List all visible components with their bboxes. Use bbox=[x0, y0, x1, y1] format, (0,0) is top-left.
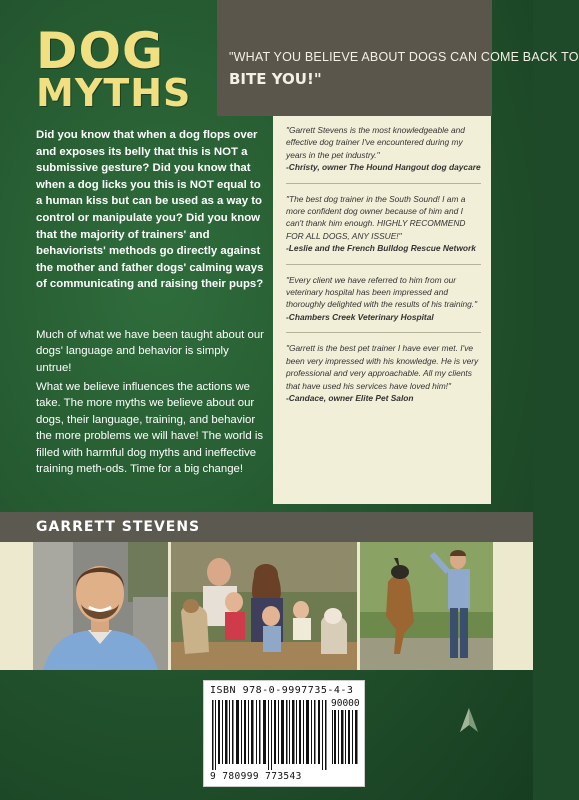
testimonial-attribution: -Leslie and the French Bulldog Rescue Network bbox=[286, 243, 476, 254]
testimonial-quote: "Every client we have referred to him from our veterinary hospital has been impressed and thoroughly delighted with the results of his training." bbox=[286, 274, 478, 310]
testimonial-attribution: -Christy, owner The Hound Hangout dog daycare bbox=[286, 162, 481, 173]
barcode-digits: 9 780999 773543 bbox=[210, 771, 302, 782]
testimonial-attribution: -Chambers Creek Veterinary Hospital bbox=[286, 311, 434, 322]
testimonials-panel bbox=[273, 116, 491, 504]
testimonial bbox=[286, 342, 481, 410]
barcode-price-code: 90000 bbox=[331, 698, 360, 709]
book-title bbox=[36, 22, 192, 115]
isbn-barcode bbox=[203, 680, 365, 787]
author-name: GARRETT STEVENS bbox=[36, 519, 201, 535]
testimonial bbox=[286, 124, 481, 180]
photo-strip bbox=[0, 542, 533, 670]
testimonial-quote: "Garrett is the best pet trainer I have ever met. I've been very impressed with his knowledge. He is very professional and very approachable. All my clients that have used his services have loved him!" bbox=[286, 343, 479, 391]
barcode-bars bbox=[210, 700, 360, 770]
testimonial-quote: "The best dog trainer in the South Sound! I am a more confident dog owner because of him and I can't thank him enough. HIGHLY RECOMMEND FOR ALL DOGS, ANY ISSUE!" bbox=[286, 193, 466, 241]
testimonial bbox=[286, 193, 481, 261]
testimonial-divider bbox=[286, 183, 481, 184]
tagline-banner bbox=[217, 0, 579, 116]
tagline-line1: "WHAT YOU BELIEVE ABOUT DOGS CAN COME BACK TO bbox=[229, 50, 579, 64]
testimonial-attribution: -Candace, owner Elite Pet Salon bbox=[286, 392, 414, 403]
title-line-myths: MYTHS bbox=[36, 71, 192, 115]
testimonial-divider bbox=[286, 332, 481, 333]
title-line-dog: DOG bbox=[36, 22, 165, 80]
body-paragraph-2: Much of what we have been taught about our dogs' language and behavior is simply untrue! bbox=[36, 329, 264, 374]
family-with-dogs-photo bbox=[171, 542, 357, 670]
body-paragraph-3: What we believe influences the actions we take. The more myths we believe about our dogs, their language, training, and behavior the more problems we will have! The world is filled with harmful dog myths and ineffective training meth-ods. Time for a big change! bbox=[36, 381, 264, 476]
isbn-label: ISBN 978-0-9997735-4-3 bbox=[210, 685, 354, 696]
dog-training-photo bbox=[360, 542, 493, 670]
testimonial bbox=[286, 274, 481, 330]
tagline-line2: BITE YOU!" bbox=[229, 70, 322, 88]
testimonial-divider bbox=[286, 264, 481, 265]
author-name-bar bbox=[0, 512, 533, 542]
author-portrait-photo bbox=[33, 542, 168, 670]
publisher-logo-icon bbox=[458, 706, 480, 739]
intro-paragraph: Did you know that when a dog flops over and exposes its belly that this is NOT a submissive gesture? Did you know that when a dog licks you this is NOT equal to a human kiss but can be used as a way to control or manipulate you? Did you know that the majority of trainers' and behaviorists' methods go directly against the mother and father dogs' calming ways of communicating and raising their pups? bbox=[36, 129, 264, 291]
testimonial-quote: "Garrett Stevens is the most knowledgeable and effective dog trainer I've encountered during my years in the pet industry." bbox=[286, 125, 465, 160]
